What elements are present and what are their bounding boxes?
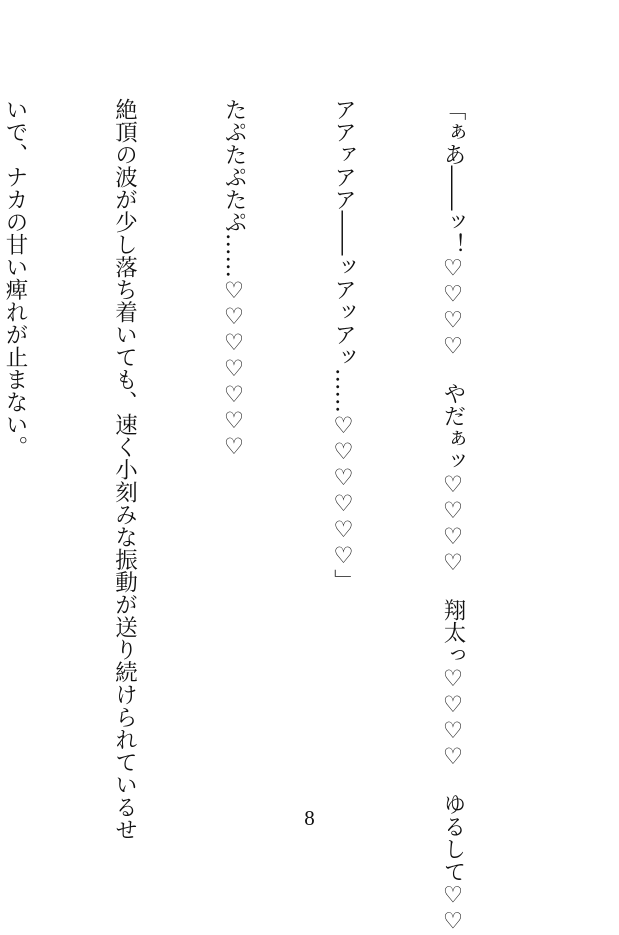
text-line: 「ぁあ――ッ！♡♡♡♡ やだぁッ♡♡♡♡ 翔太っ♡♡♡♡ ゆるして♡♡ <box>440 98 466 935</box>
text-line: 絶頂の波が少し落ち着いても、速く小刻みな振動が送り続けられているせ <box>111 98 138 841</box>
page-number: 8 <box>304 806 315 830</box>
body-text <box>0 98 544 935</box>
text-line: いで、ナカの甘い痺れが止まない。 <box>2 98 28 458</box>
text-line: アアァアア――ッアッアッ……♡♡♡♡♡♡」 <box>330 98 357 592</box>
text-line: たぷたぷたぷ……♡♡♡♡♡♡♡ <box>221 98 247 460</box>
